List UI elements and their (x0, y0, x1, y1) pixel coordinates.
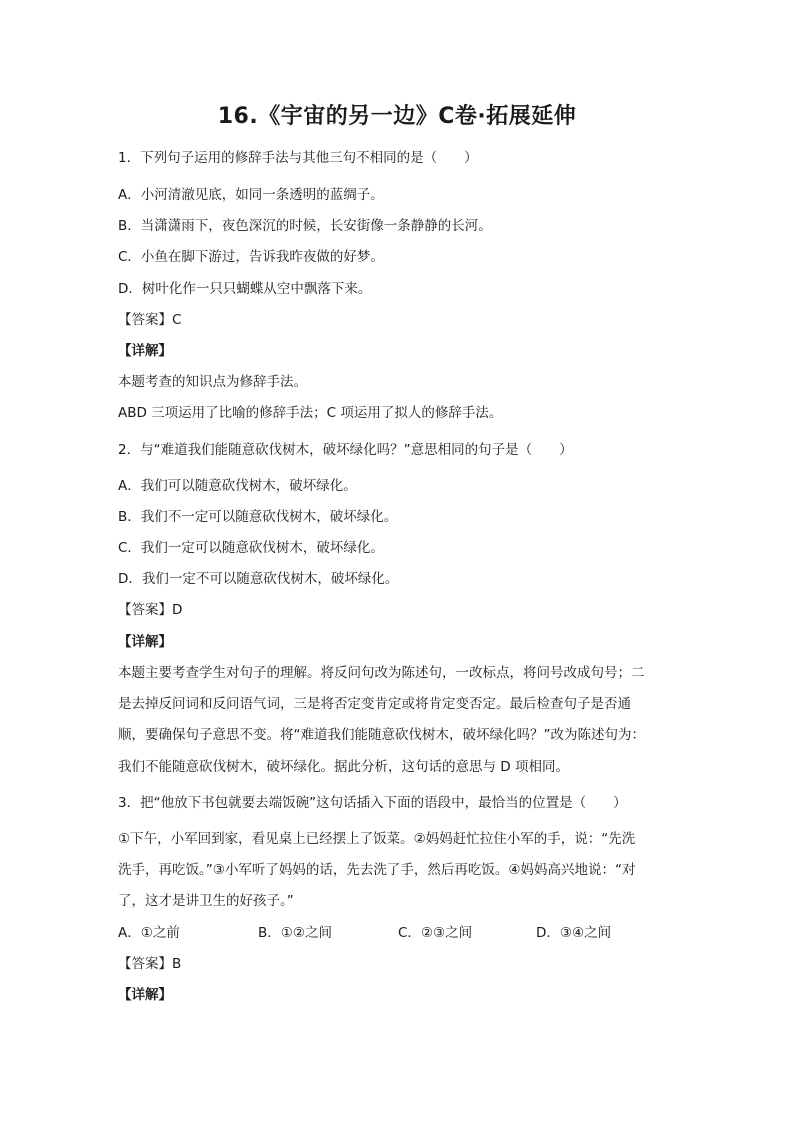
question-3-option-b: B．①②之间 (258, 925, 332, 941)
question-3-passage-line: 洗手，再吃饭。”③小军听了妈妈的话，先去洗了手，然后再吃饭。④妈妈高兴地说：“对 (118, 862, 636, 878)
question-2-detail-line: 我们不能随意砍伐树木，破坏绿化。据此分析，这句话的意思与 D 项相同。 (118, 759, 569, 775)
question-1-option-b: B．当潇潇雨下，夜色深沉的时候，长安街像一条静静的长河。 (118, 218, 492, 234)
question-3-option-a: A．①之前 (118, 925, 180, 941)
question-2-option-d: D．我们一定不可以随意砍伐树木，破坏绿化。 (118, 571, 399, 587)
question-1-option-a: A．小河清澈见底，如同一条透明的蓝绸子。 (118, 187, 384, 203)
question-1-stem: 1．下列句子运用的修辞手法与其他三句不相同的是（ ） (118, 150, 478, 166)
question-1-option-d: D．树叶化作一只只蝴蝶从空中飘落下来。 (118, 281, 372, 297)
question-1-detail-line: ABD 三项运用了比喻的修辞手法；C 项运用了拟人的修辞手法。 (118, 405, 503, 421)
question-3-detail-label: 【详解】 (118, 987, 172, 1003)
question-2-option-a: A．我们可以随意砍伐树木，破坏绿化。 (118, 478, 357, 494)
question-1-answer: 【答案】C (118, 312, 182, 328)
question-2-answer: 【答案】D (118, 602, 183, 618)
question-2-stem: 2．与“难道我们能随意砍伐树木，破坏绿化吗？”意思相同的句子是（ ） (118, 442, 573, 458)
question-3-option-d: D．③④之间 (536, 925, 612, 941)
question-1-detail-label: 【详解】 (118, 343, 172, 359)
question-3-passage-line: 了，这才是讲卫生的好孩子。” (118, 893, 294, 909)
question-1-option-c: C．小鱼在脚下游过，告诉我昨夜做的好梦。 (118, 249, 384, 265)
question-3-option-c: C．②③之间 (398, 925, 473, 941)
question-2-detail-line: 顺，要确保句子意思不变。将“难道我们能随意砍伐树木，破坏绿化吗？”改为陈述句为： (118, 727, 645, 743)
question-3-passage-line: ①下午，小军回到家，看见桌上已经摆上了饭菜。②妈妈赶忙拉住小军的手，说：“先洗 (118, 831, 636, 847)
question-2-detail-line: 是去掉反问词和反问语气词，三是将否定变肯定或将肯定变否定。最后检查句子是否通 (118, 696, 631, 712)
page-title: 16.《宇宙的另一边》C卷·拓展延伸 (217, 104, 577, 129)
question-2-detail-label: 【详解】 (118, 634, 172, 650)
question-2-option-b: B．我们不一定可以随意砍伐树木，破坏绿化。 (118, 509, 398, 525)
question-2-detail-line: 本题主要考查学生对句子的理解。将反问句改为陈述句，一改标点，将问号改成句号；二 (118, 665, 645, 681)
question-3-stem: 3．把“他放下书包就要去端饭碗”这句话插入下面的语段中，最恰当的位置是（ ） (118, 795, 627, 811)
question-3-options (118, 923, 611, 943)
question-3-answer: 【答案】B (118, 956, 182, 972)
question-2-option-c: C．我们一定可以随意砍伐树木，破坏绿化。 (118, 540, 384, 556)
question-1-detail-line: 本题考查的知识点为修辞手法。 (118, 374, 307, 390)
